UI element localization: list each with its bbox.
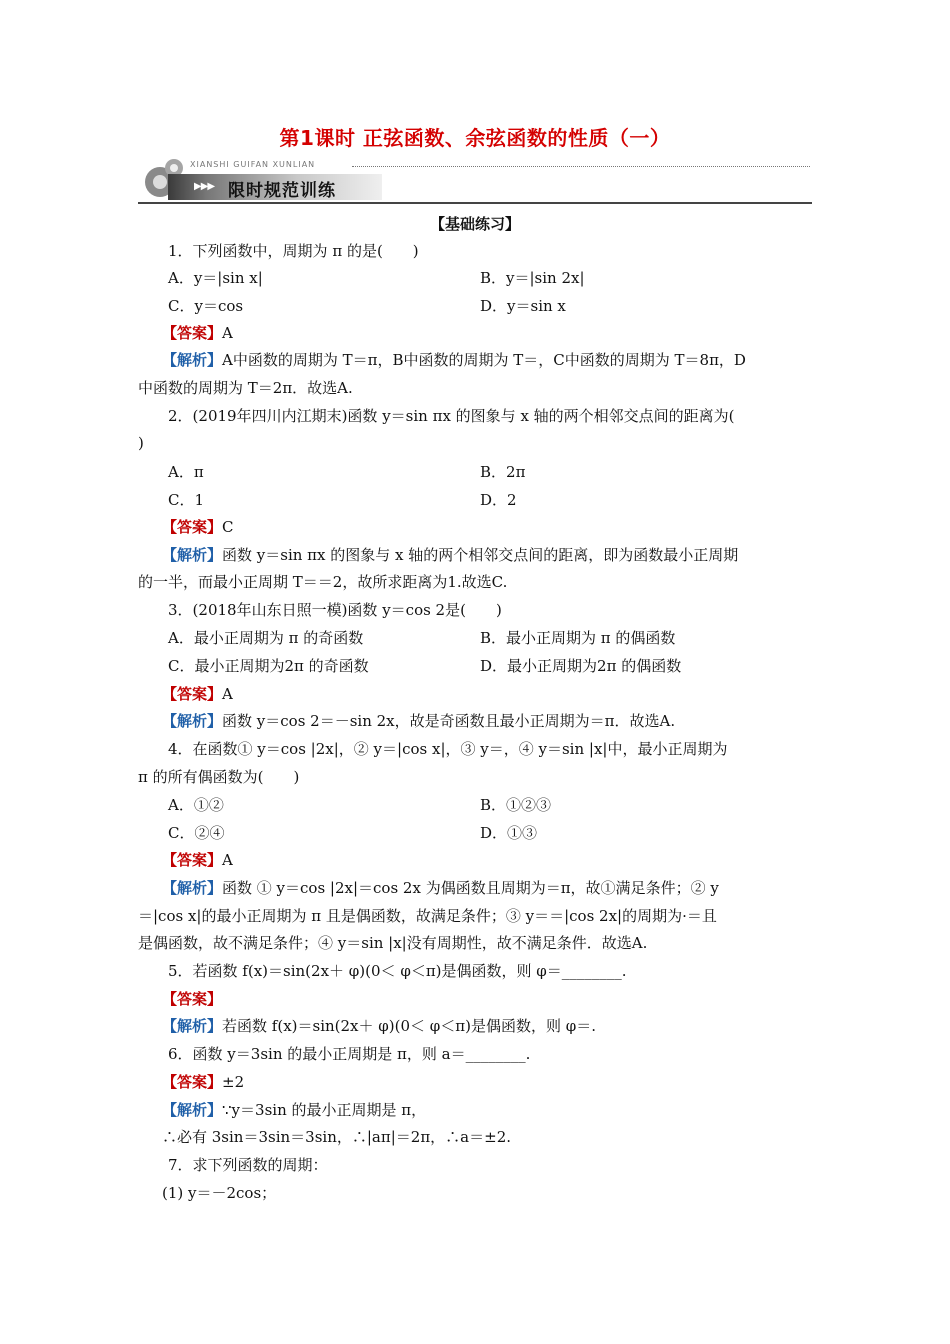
q2-exp-2: 的一半，而最小正周期 T＝＝2，故所求距离为1.故选C. [138,573,508,591]
explanation-tag: 【解析】 [162,1101,223,1119]
q3-stem: 3．(2018年山东日照一模)函数 y＝cos 2是( ) [168,601,502,619]
q6-exp-1: ∵y＝3sin 的最小正周期是 π， [222,1101,427,1119]
q3-exp-1: 函数 y＝cos 2＝－sin 2x，故是奇函数且最小正周期为＝π．故选A. [222,712,676,730]
q1-option-c: C．y＝cos [168,297,244,315]
q1-exp-2: 中函数的周期为 T＝2π．故选A. [138,379,353,397]
q4-exp-1: 函数 ① y＝cos |2x|＝cos 2x 为偶函数且周期为＝π，故①满足条件；② y [222,879,719,897]
q3-exp-row [162,711,675,731]
q7-stem: 7．求下列函数的周期： [168,1156,328,1174]
q5-exp-row [162,1016,596,1036]
banner-label: 限时规范训练 [228,181,336,201]
q1-option-a: A．y＝|sin x| [168,269,263,287]
q2-exp-1: 函数 y＝sin πx 的图象与 x 轴的两个相邻交点间的距离，即为函数最小正周期 [222,546,739,564]
q2-answer: C [222,518,234,536]
q6-stem: 6．函数 y＝3sin 的最小正周期是 π，则 a＝________. [168,1045,531,1063]
explanation-tag: 【解析】 [162,546,223,564]
q4-stem-2: π 的所有偶函数为( ) [138,768,300,786]
answer-tag: 【答案】 [162,685,223,703]
banner-arrows-icon: ▶▶▶ [194,181,215,192]
q4-stem-1: 4．在函数① y＝cos |2x|，② y＝|cos x|，③ y＝，④ y＝sin |x|中，最小正周期为 [168,740,728,758]
q2-option-d: D．2 [480,491,517,509]
q7-part-1: (1) y＝－2cos； [162,1184,277,1202]
q1-stem: 1．下列函数中，周期为 π 的是( ) [168,242,419,260]
answer-tag: 【答案】 [162,851,223,869]
q4-answer: A [222,851,233,869]
page-title: 第1课时 正弦函数、余弦函数的性质（一） [279,126,671,150]
q2-option-b: B．2π [480,463,526,481]
answer-tag: 【答案】 [162,324,223,342]
q3-option-b: B．最小正周期为 π 的偶函数 [480,629,676,647]
q4-option-d: D．①③ [480,824,538,842]
answer-tag: 【答案】 [162,1073,223,1091]
explanation-tag: 【解析】 [162,351,223,369]
q6-answer: ±2 [222,1073,245,1091]
section-heading: 【基础练习】 [429,215,520,233]
q2-answer-row [162,517,234,537]
q4-exp-2: ＝|cos x|的最小正周期为 π 且是偶函数，故满足条件；③ y＝＝|cos 2x|的周期为·＝且 [138,907,717,925]
explanation-tag: 【解析】 [162,712,223,730]
q1-option-b: B．y＝|sin 2x| [480,269,585,287]
q1-answer-row [162,323,233,343]
q2-option-c: C．1 [168,491,205,509]
q3-answer: A [222,685,233,703]
q4-answer-row [162,850,233,870]
q5-exp-1: 若函数 f(x)＝sin(2x＋ φ)(0＜ φ＜π)是偶函数，则 φ＝. [222,1017,597,1035]
q4-exp-row [162,878,719,898]
q6-answer-row [162,1072,244,1092]
q3-option-c: C．最小正周期为2π 的奇函数 [168,657,369,675]
explanation-tag: 【解析】 [162,879,223,897]
q4-option-c: C．②④ [168,824,225,842]
q5-stem: 5．若函数 f(x)＝sin(2x＋ φ)(0＜ φ＜π)是偶函数，则 φ＝________. [168,962,627,980]
q5-answer-row [162,989,222,1009]
explanation-tag: 【解析】 [162,1017,223,1035]
q4-exp-3: 是偶函数，故不满足条件；④ y＝sin |x|没有周期性，故不满足条件．故选A. [138,934,648,952]
q1-exp-1: A中函数的周期为 T＝π，B中函数的周期为 T＝，C中函数的周期为 T＝8π，D [222,351,746,369]
q6-exp-row [162,1100,426,1120]
answer-tag: 【答案】 [162,518,223,536]
q2-stem-1: 2．(2019年四川内江期末)函数 y＝sin πx 的图象与 x 轴的两个相邻交点间的距离为( [168,407,735,425]
banner-pinyin: XIANSHI GUIFAN XUNLIAN [190,160,316,169]
section-banner [138,152,812,206]
banner-dotted-rule [352,166,810,167]
q3-option-a: A．最小正周期为 π 的奇函数 [168,629,364,647]
q4-option-a: A．①② [168,796,224,814]
q2-stem-2: ) [138,434,144,452]
q1-exp-row [162,350,746,370]
banner-rule [138,202,812,204]
q2-exp-row [162,545,738,565]
q4-option-b: B．①②③ [480,796,552,814]
q1-answer: A [222,324,233,342]
q3-answer-row [162,684,233,704]
answer-tag: 【答案】 [162,990,223,1008]
q1-option-d: D．y＝sin x [480,297,566,315]
q2-option-a: A．π [168,463,204,481]
q6-exp-2: ∴必有 3sin＝3sin＝3sin，∴|aπ|＝2π，∴a＝±2. [162,1128,512,1146]
q3-option-d: D．最小正周期为2π 的偶函数 [480,657,682,675]
